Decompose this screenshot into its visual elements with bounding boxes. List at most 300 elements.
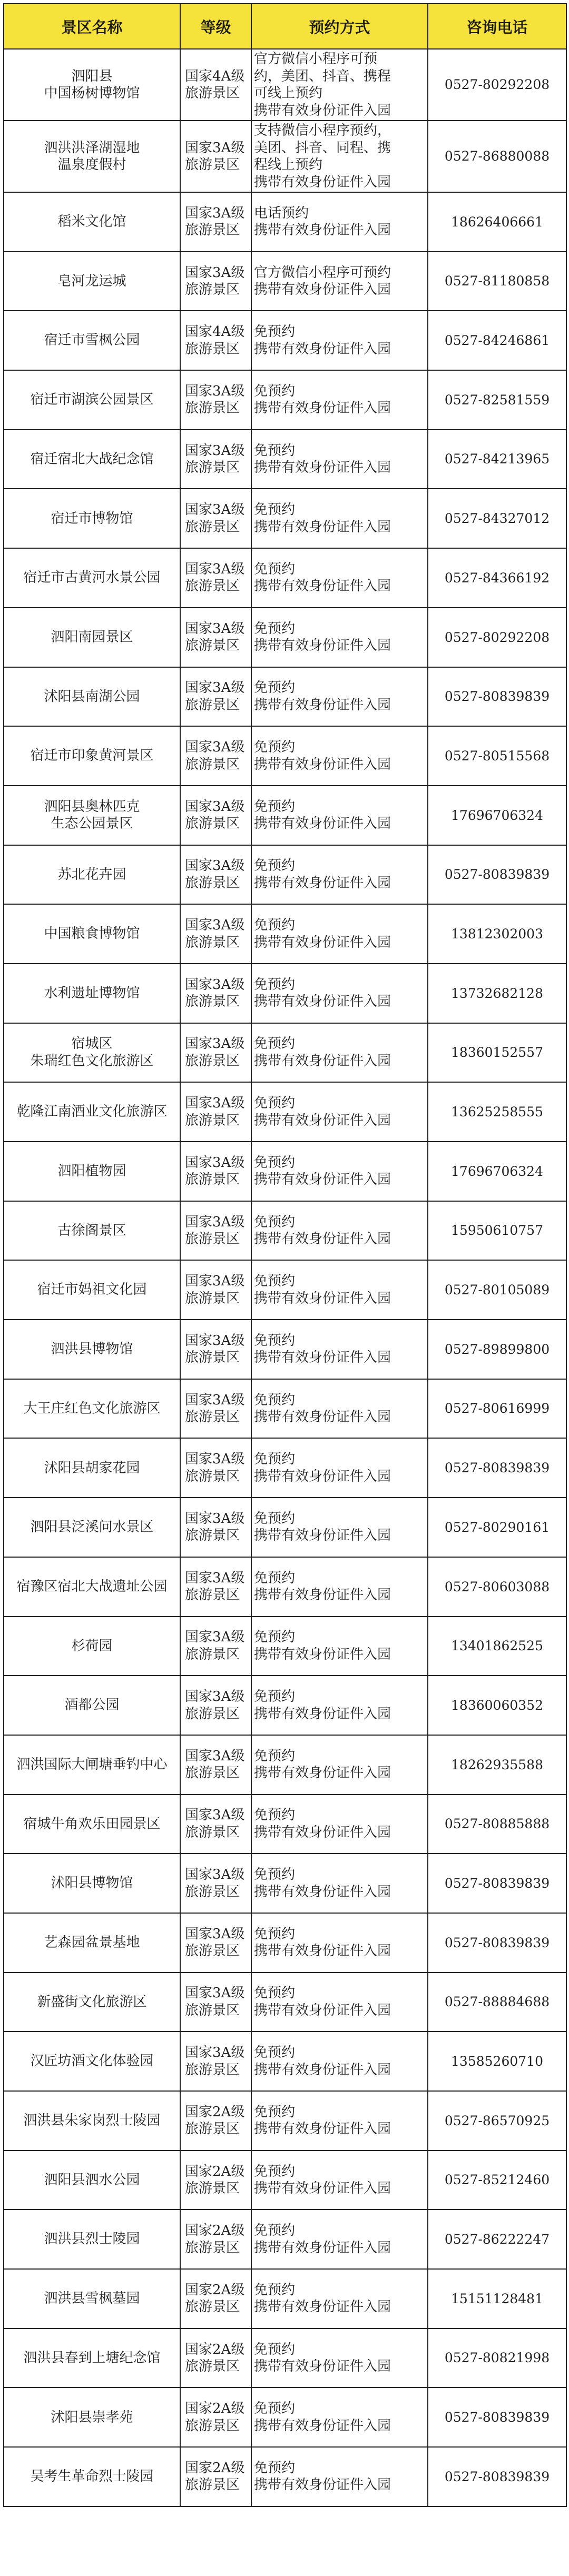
scenic-spot-name-line: 泗阳县泗水公园 xyxy=(44,2172,140,2188)
scenic-spot-name-line: 沭阳县崇孝苑 xyxy=(51,2409,133,2425)
scenic-spot-level xyxy=(180,2447,251,2506)
contact-phone: 17696706324 xyxy=(428,1142,566,1201)
contact-phone: 18360060352 xyxy=(428,1676,566,1735)
reservation-method-line: 携带有效身份证件入园 xyxy=(254,1528,391,1544)
scenic-spot-name-line: 宿迁市妈祖文化园 xyxy=(37,1282,147,1298)
reservation-method xyxy=(251,1260,428,1320)
scenic-spot-name xyxy=(4,1023,180,1083)
scenic-spot-level-line: 旅游景区 xyxy=(185,875,240,891)
scenic-spot-name-line: 稻米文化馆 xyxy=(57,214,126,230)
scenic-spot-level xyxy=(180,904,251,964)
scenic-spot-name xyxy=(4,192,180,252)
table-row xyxy=(4,1913,566,1973)
reservation-method-line: 免预约 xyxy=(254,1095,296,1112)
reservation-method xyxy=(251,49,428,121)
table-row xyxy=(4,311,566,370)
reservation-method xyxy=(251,845,428,905)
reservation-method-line: 免预约 xyxy=(254,858,296,874)
reservation-method-line: 携带有效身份证件入园 xyxy=(254,1884,391,1900)
contact-phone: 0527-82581559 xyxy=(428,370,566,430)
contact-phone: 0527-85212460 xyxy=(428,2151,566,2210)
reservation-method-line: 携带有效身份证件入园 xyxy=(254,2418,391,2434)
scenic-spot-name xyxy=(4,1557,180,1617)
table-row xyxy=(4,121,566,192)
contact-phone: 13812302003 xyxy=(428,904,566,964)
scenic-spot-level xyxy=(180,845,251,905)
reservation-method-line: 免预约 xyxy=(254,680,296,696)
reservation-method-line: 免预约 xyxy=(254,1392,296,1408)
scenic-spot-name xyxy=(4,1735,180,1795)
scenic-spot-level xyxy=(180,192,251,252)
reservation-method-line: 免预约 xyxy=(254,1985,296,2002)
scenic-spot-level xyxy=(180,1379,251,1439)
reservation-method-line: 携带有效身份证件入园 xyxy=(254,1290,391,1306)
scenic-spot-level-line: 国家3A级 xyxy=(185,1392,245,1408)
contact-phone: 13625258555 xyxy=(428,1082,566,1142)
reservation-method-line: 携带有效身份证件入园 xyxy=(254,1824,391,1840)
reservation-method-line: 免预约 xyxy=(254,1629,296,1646)
reservation-method-line: 免预约 xyxy=(254,1036,296,1052)
reservation-method-line: 免预约 xyxy=(254,1510,296,1527)
scenic-spot-level-line: 旅游景区 xyxy=(185,1587,240,1603)
scenic-spot-name xyxy=(4,1142,180,1201)
reservation-method-line: 携带有效身份证件入园 xyxy=(254,1646,391,1662)
scenic-spot-name xyxy=(4,1913,180,1973)
reservation-method-line: 免预约 xyxy=(254,1807,296,1824)
table-row xyxy=(4,192,566,252)
scenic-spot-level-line: 国家3A级 xyxy=(185,1689,245,1705)
reservation-method-line: 携带有效身份证件入园 xyxy=(254,578,391,595)
scenic-spot-level-line: 国家3A级 xyxy=(185,1926,245,1942)
contact-phone: 0527-80821998 xyxy=(428,2329,566,2388)
scenic-spot-name xyxy=(4,2091,180,2151)
reservation-method xyxy=(251,1735,428,1795)
scenic-spot-level-line: 旅游景区 xyxy=(185,1765,240,1781)
header-phone: 咨询电话 xyxy=(428,4,566,49)
contact-phone: 0527-80839839 xyxy=(428,2387,566,2447)
scenic-spot-level xyxy=(180,1854,251,1913)
table-row xyxy=(4,2387,566,2447)
scenic-spot-level-line: 国家3A级 xyxy=(185,1273,245,1290)
scenic-spot-name-line: 杉荷园 xyxy=(71,1638,113,1654)
reservation-method-line: 携带有效身份证件入园 xyxy=(254,1943,391,1959)
reservation-method-line: 携带有效身份证件入园 xyxy=(254,1053,391,1069)
scenic-spot-name-line: 生态公园景区 xyxy=(51,816,133,832)
contact-phone: 0527-80885888 xyxy=(428,1795,566,1854)
scenic-spot-name-line: 宿迁市雪枫公园 xyxy=(44,332,140,349)
scenic-spot-level-line: 旅游景区 xyxy=(185,2418,240,2434)
reservation-method-line: 携带有效身份证件入园 xyxy=(254,2181,391,2197)
contact-phone: 0527-80290161 xyxy=(428,1498,566,1557)
scenic-spot-level xyxy=(180,548,251,608)
reservation-method-line: 携带有效身份证件入园 xyxy=(254,282,391,298)
contact-phone: 18626406661 xyxy=(428,192,566,252)
reservation-method-line: 免预约 xyxy=(254,383,296,399)
scenic-spot-name xyxy=(4,49,180,121)
scenic-spot-name xyxy=(4,2269,180,2329)
scenic-spot-name xyxy=(4,1676,180,1735)
scenic-spot-level-line: 国家3A级 xyxy=(185,205,245,221)
scenic-spot-name-line: 水利遗址博物馆 xyxy=(44,985,140,1002)
contact-phone: 13732682128 xyxy=(428,964,566,1023)
scenic-spot-level-line: 国家3A级 xyxy=(185,1748,245,1764)
scenic-spot-level-line: 旅游景区 xyxy=(185,1172,240,1188)
scenic-spot-level xyxy=(180,311,251,370)
scenic-spot-level-line: 旅游景区 xyxy=(185,1884,240,1900)
scenic-spot-level xyxy=(180,252,251,311)
reservation-method-line: 携带有效身份证件入园 xyxy=(254,1706,391,1722)
scenic-spot-level-line: 旅游景区 xyxy=(185,1824,240,1840)
reservation-method-line: 免预约 xyxy=(254,798,296,815)
reservation-method xyxy=(251,1379,428,1439)
reservation-method-line: 免预约 xyxy=(254,1214,296,1230)
scenic-spot-level xyxy=(180,1676,251,1735)
scenic-spot-level-line: 旅游景区 xyxy=(185,638,240,654)
scenic-spot-name-line: 泗阳南园景区 xyxy=(51,629,133,645)
scenic-spot-name xyxy=(4,121,180,192)
reservation-method xyxy=(251,964,428,1023)
scenic-spot-level-line: 国家3A级 xyxy=(185,1332,245,1349)
table-row xyxy=(4,1676,566,1735)
reservation-method xyxy=(251,548,428,608)
reservation-method xyxy=(251,667,428,727)
table-row xyxy=(4,1320,566,1379)
scenic-spot-name-line: 泗洪洪泽湖湿地 xyxy=(44,140,140,156)
scenic-spot-level-line: 国家4A级 xyxy=(185,324,245,340)
scenic-spot-name xyxy=(4,370,180,430)
reservation-method-line: 携带有效身份证件入园 xyxy=(254,1587,391,1603)
scenic-spot-level-line: 国家3A级 xyxy=(185,2045,245,2061)
scenic-spot-level xyxy=(180,1617,251,1676)
table-row xyxy=(4,1379,566,1439)
reservation-method-line: 免预约 xyxy=(254,2104,296,2120)
scenic-spot-level-line: 国家2A级 xyxy=(185,2341,245,2357)
contact-phone: 0527-80616999 xyxy=(428,1379,566,1439)
scenic-spot-level-line: 旅游景区 xyxy=(185,400,240,417)
reservation-method-line: 携带有效身份证件入园 xyxy=(254,1468,391,1484)
reservation-method-line: 免预约 xyxy=(254,739,296,756)
reservation-method-line: 免预约 xyxy=(254,2401,296,2417)
scenic-spot-name xyxy=(4,2329,180,2388)
scenic-spot-name-line: 泗洪县烈士陵园 xyxy=(44,2231,140,2247)
reservation-method xyxy=(251,1795,428,1854)
contact-phone: 0527-80292208 xyxy=(428,49,566,121)
scenic-spot-level-line: 旅游景区 xyxy=(185,756,240,772)
scenic-spot-level-line: 国家3A级 xyxy=(185,1867,245,1883)
contact-phone: 0527-80515568 xyxy=(428,726,566,786)
scenic-spot-name-line: 温泉度假村 xyxy=(57,157,126,173)
scenic-spot-name xyxy=(4,2387,180,2447)
reservation-method-line: 免预约 xyxy=(254,1570,296,1586)
scenic-spot-level xyxy=(180,1082,251,1142)
scenic-spot-name xyxy=(4,1379,180,1439)
scenic-spot-level xyxy=(180,489,251,548)
scenic-spot-level-line: 旅游景区 xyxy=(185,1706,240,1722)
table-body xyxy=(4,49,566,2506)
header-name: 景区名称 xyxy=(4,4,180,49)
reservation-method-line: 携带有效身份证件入园 xyxy=(254,1409,391,1425)
scenic-spot-level-line: 国家3A级 xyxy=(185,1036,245,1052)
reservation-method-line: 携带有效身份证件入园 xyxy=(254,994,391,1010)
scenic-spot-name-line: 汉匠坊酒文化体验园 xyxy=(30,2053,154,2069)
scenic-spot-name xyxy=(4,1854,180,1913)
scenic-spot-name-line: 酒都公园 xyxy=(64,1697,120,1713)
table-row xyxy=(4,1082,566,1142)
scenic-spot-level-line: 旅游景区 xyxy=(185,1112,240,1128)
contact-phone: 0527-84327012 xyxy=(428,489,566,548)
contact-phone: 0527-80839839 xyxy=(428,1438,566,1498)
table-row xyxy=(4,2210,566,2269)
page xyxy=(0,3,569,2576)
scenic-spot-name xyxy=(4,1082,180,1142)
scenic-spot-level xyxy=(180,667,251,727)
scenic-spot-name-line: 沭阳县博物馆 xyxy=(51,1875,133,1891)
reservation-method xyxy=(251,1082,428,1142)
scenic-spot-level-line: 国家3A级 xyxy=(185,140,245,156)
reservation-method xyxy=(251,252,428,311)
table-row xyxy=(4,1973,566,2032)
reservation-method xyxy=(251,2032,428,2091)
contact-phone: 0527-80292208 xyxy=(428,608,566,667)
scenic-spot-level-line: 国家4A级 xyxy=(185,68,245,84)
scenic-spot-name xyxy=(4,964,180,1023)
reservation-method-line: 免预约 xyxy=(254,976,296,993)
scenic-spot-name xyxy=(4,2151,180,2210)
scenic-spot-name-line: 吴考生革命烈士陵园 xyxy=(30,2469,154,2485)
scenic-spot-level-line: 旅游景区 xyxy=(185,1053,240,1069)
scenic-spot-level-line: 旅游景区 xyxy=(185,2062,240,2078)
reservation-method xyxy=(251,1023,428,1083)
scenic-spot-name-line: 宿城区 xyxy=(71,1036,113,1052)
scenic-spot-level-line: 国家3A级 xyxy=(185,858,245,874)
reservation-method-line: 官方微信小程序可预 xyxy=(254,51,378,67)
scenic-spot-name-line: 泗洪县春到上塘纪念馆 xyxy=(23,2350,161,2366)
table-row xyxy=(4,1142,566,1201)
table-row xyxy=(4,370,566,430)
reservation-method-line: 携带有效身份证件入园 xyxy=(254,2299,391,2315)
scenic-spot-name-line: 宿城牛角欢乐田园景区 xyxy=(23,1816,161,1832)
scenic-spot-level-line: 旅游景区 xyxy=(185,1409,240,1425)
table-row xyxy=(4,2151,566,2210)
reservation-method-line: 携带有效身份证件入园 xyxy=(254,1231,391,1247)
scenic-spot-level-line: 国家2A级 xyxy=(185,2282,245,2298)
scenic-spot-name xyxy=(4,1795,180,1854)
scenic-spot-name xyxy=(4,1438,180,1498)
reservation-method-line: 携带有效身份证件入园 xyxy=(254,2240,391,2256)
scenic-spot-level-line: 旅游景区 xyxy=(185,816,240,832)
scenic-spot-level-line: 国家3A级 xyxy=(185,264,245,281)
contact-phone: 0527-80603088 xyxy=(428,1557,566,1617)
scenic-spot-name xyxy=(4,1260,180,1320)
scenic-spot-name xyxy=(4,252,180,311)
contact-phone: 0527-86570925 xyxy=(428,2091,566,2151)
table-row xyxy=(4,2329,566,2388)
scenic-spot-level-line: 国家3A级 xyxy=(185,739,245,756)
scenic-spot-name xyxy=(4,1498,180,1557)
scenic-spot-level-line: 旅游景区 xyxy=(185,2121,240,2137)
reservation-method-line: 美团、抖音、同程、携 xyxy=(254,140,391,156)
scenic-spot-level-line: 旅游景区 xyxy=(185,2181,240,2197)
reservation-method-line: 免预约 xyxy=(254,1332,296,1349)
table-row xyxy=(4,1557,566,1617)
reservation-method-line: 免预约 xyxy=(254,1748,296,1764)
scenic-spot-level xyxy=(180,1438,251,1498)
reservation-method-line: 免预约 xyxy=(254,324,296,340)
scenic-spot-level-line: 国家2A级 xyxy=(185,2163,245,2179)
reservation-method-line: 携带有效身份证件入园 xyxy=(254,2062,391,2078)
scenic-spot-level-line: 旅游景区 xyxy=(185,2240,240,2256)
scenic-spot-level xyxy=(180,1320,251,1379)
scenic-spot-level-line: 旅游景区 xyxy=(185,2359,240,2375)
scenic-spot-name-line: 新盛街文化旅游区 xyxy=(37,1994,147,2010)
reservation-method-line: 免预约 xyxy=(254,1451,296,1468)
scenic-spot-name-line: 乾隆江南酒业文化旅游区 xyxy=(16,1104,168,1120)
reservation-method-line: 携带有效身份证件入园 xyxy=(254,2477,391,2493)
scenic-spot-name-line: 艺森园盆景基地 xyxy=(44,1935,140,1951)
scenic-spot-name-line: 泗阳县 xyxy=(71,68,113,84)
scenic-spot-level-line: 旅游景区 xyxy=(185,1528,240,1544)
reservation-method xyxy=(251,2329,428,2388)
scenic-spot-name xyxy=(4,2032,180,2091)
scenic-spot-level-line: 国家2A级 xyxy=(185,2223,245,2239)
scenic-spot-name xyxy=(4,489,180,548)
reservation-method-line: 免预约 xyxy=(254,2282,296,2298)
scenic-spot-level xyxy=(180,370,251,430)
reservation-method-line: 免预约 xyxy=(254,2163,296,2179)
contact-phone: 0527-88884688 xyxy=(428,1973,566,2032)
reservation-method xyxy=(251,1438,428,1498)
reservation-method-line: 携带有效身份证件入园 xyxy=(254,400,391,417)
scenic-spot-level-line: 国家3A级 xyxy=(185,798,245,815)
scenic-spot-level xyxy=(180,2151,251,2210)
contact-phone: 13401862525 xyxy=(428,1617,566,1676)
reservation-method-line: 免预约 xyxy=(254,1926,296,1942)
scenic-spot-name-line: 泗洪县博物馆 xyxy=(51,1341,133,1358)
reservation-method-line: 免预约 xyxy=(254,917,296,934)
scenic-spot-level-line: 旅游景区 xyxy=(185,341,240,357)
scenic-spot-level xyxy=(180,608,251,667)
contact-phone: 0527-86222247 xyxy=(428,2210,566,2269)
contact-phone: 0527-84246861 xyxy=(428,311,566,370)
scenic-spot-level xyxy=(180,964,251,1023)
scenic-spot-name-line: 泗洪县雪枫墓园 xyxy=(44,2291,140,2307)
scenic-spot-level-line: 国家3A级 xyxy=(185,680,245,696)
reservation-method-line: 免预约 xyxy=(254,1867,296,1883)
reservation-method xyxy=(251,2447,428,2506)
table-row xyxy=(4,786,566,845)
table-row xyxy=(4,430,566,489)
scenic-spot-name-line: 泗洪县朱家岗烈士陵园 xyxy=(23,2113,161,2129)
reservation-method xyxy=(251,2151,428,2210)
reservation-method xyxy=(251,430,428,489)
table-row xyxy=(4,1795,566,1854)
reservation-method-line: 携带有效身份证件入园 xyxy=(254,1350,391,1366)
contact-phone: 0527-80839839 xyxy=(428,845,566,905)
reservation-method-line: 携带有效身份证件入园 xyxy=(254,1765,391,1781)
contact-phone: 0527-80839839 xyxy=(428,1913,566,1973)
scenic-spot-level-line: 旅游景区 xyxy=(185,282,240,298)
reservation-method-line: 携带有效身份证件入园 xyxy=(254,2359,391,2375)
scenic-spots-table xyxy=(3,3,567,2507)
reservation-method-line: 携带有效身份证件入园 xyxy=(254,756,391,772)
table-row xyxy=(4,2032,566,2091)
reservation-method-line: 免预约 xyxy=(254,1689,296,1705)
reservation-method-line: 携带有效身份证件入园 xyxy=(254,2121,391,2137)
scenic-spot-level xyxy=(180,1973,251,2032)
scenic-spot-level-line: 旅游景区 xyxy=(185,1350,240,1366)
table-row xyxy=(4,667,566,727)
scenic-spot-level-line: 旅游景区 xyxy=(185,85,240,101)
reservation-method-line: 携带有效身份证件入园 xyxy=(254,1112,391,1128)
scenic-spot-level-line: 旅游景区 xyxy=(185,994,240,1010)
reservation-method xyxy=(251,2269,428,2329)
scenic-spot-level-line: 国家2A级 xyxy=(185,2104,245,2120)
scenic-spot-level-line: 国家3A级 xyxy=(185,976,245,993)
reservation-method-line: 携带有效身份证件入园 xyxy=(254,697,391,713)
scenic-spot-name-line: 宿迁宿北大战纪念馆 xyxy=(30,451,154,467)
scenic-spot-name xyxy=(4,311,180,370)
scenic-spot-level-line: 旅游景区 xyxy=(185,2299,240,2315)
reservation-method-line: 免预约 xyxy=(254,2223,296,2239)
scenic-spot-level-line: 国家3A级 xyxy=(185,383,245,399)
scenic-spot-name-line: 皂河龙运城 xyxy=(57,273,126,289)
scenic-spot-level-line: 国家3A级 xyxy=(185,442,245,459)
scenic-spot-level-line: 旅游景区 xyxy=(185,2477,240,2493)
scenic-spot-level-line: 旅游景区 xyxy=(185,1646,240,1662)
scenic-spot-level xyxy=(180,1260,251,1320)
scenic-spot-name-line: 沭阳县胡家花园 xyxy=(44,1460,140,1476)
contact-phone: 17696706324 xyxy=(428,786,566,845)
reservation-method-line: 携带有效身份证件入园 xyxy=(254,460,391,476)
table-row xyxy=(4,252,566,311)
reservation-method-line: 携带有效身份证件入园 xyxy=(254,638,391,654)
scenic-spot-level-line: 国家3A级 xyxy=(185,1095,245,1112)
header-row xyxy=(4,4,566,49)
scenic-spot-level-line: 国家3A级 xyxy=(185,1451,245,1468)
table-row xyxy=(4,2269,566,2329)
table-row xyxy=(4,1023,566,1083)
reservation-method-line: 免预约 xyxy=(254,2341,296,2357)
scenic-spot-level-line: 国家3A级 xyxy=(185,917,245,934)
scenic-spot-name xyxy=(4,904,180,964)
scenic-spot-level xyxy=(180,1735,251,1795)
scenic-spot-name xyxy=(4,786,180,845)
reservation-method-line: 携带有效身份证件入园 xyxy=(254,2002,391,2018)
scenic-spot-level-line: 旅游景区 xyxy=(185,2002,240,2018)
reservation-method-line: 官方微信小程序可预约 xyxy=(254,264,391,281)
table-row xyxy=(4,1438,566,1498)
scenic-spot-level-line: 旅游景区 xyxy=(185,519,240,535)
reservation-method xyxy=(251,1201,428,1261)
table-row xyxy=(4,904,566,964)
scenic-spot-name-line: 沭阳县南湖公园 xyxy=(44,688,140,705)
table-row xyxy=(4,489,566,548)
scenic-spot-name-line: 泗阳植物园 xyxy=(57,1163,126,1180)
contact-phone: 0527-80839839 xyxy=(428,1854,566,1913)
scenic-spot-name-line: 宿迁市印象黄河景区 xyxy=(30,748,154,764)
reservation-method xyxy=(251,2387,428,2447)
scenic-spot-level-line: 国家3A级 xyxy=(185,561,245,577)
scenic-spot-level xyxy=(180,2032,251,2091)
reservation-method xyxy=(251,904,428,964)
scenic-spot-level-line: 旅游景区 xyxy=(185,1231,240,1247)
table-row xyxy=(4,1201,566,1261)
scenic-spot-name xyxy=(4,430,180,489)
scenic-spot-name xyxy=(4,2447,180,2506)
contact-phone: 0527-84213965 xyxy=(428,430,566,489)
contact-phone: 0527-84366192 xyxy=(428,548,566,608)
table-row xyxy=(4,1260,566,1320)
